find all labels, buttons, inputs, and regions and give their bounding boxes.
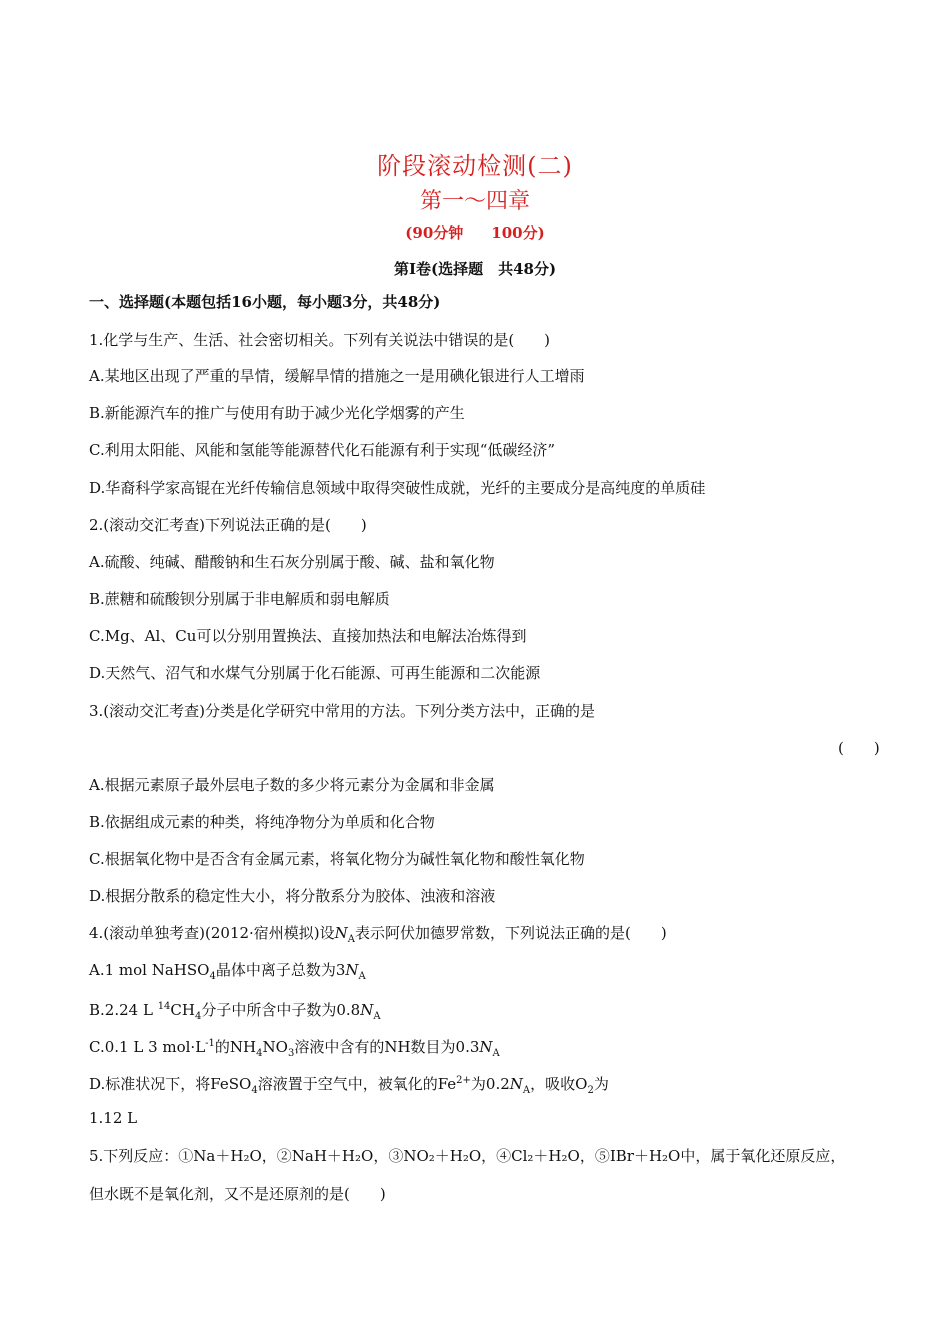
page-title: 阶段滚动检测(二)	[377, 152, 573, 180]
q5-stem-line1: 5.下列反应：①Na＋H₂O，②NaH＋H₂O，③NO₂＋H₂O，④Cl₂＋H₂O，⑤IBr＋H₂O中，属于氧化还原反应，	[89, 1147, 846, 1165]
part-heading: 一、选择题(本题包括16小题，每小题3分，共48分)	[89, 293, 441, 311]
q3-answer-paren: ( )	[838, 739, 880, 757]
q2-option-d: D.天然气、沼气和水煤气分别属于化石能源、可再生能源和二次能源	[89, 664, 541, 682]
time-limit: (90分钟	[405, 224, 464, 242]
q1-option-c: C.利用太阳能、风能和氢能等能源替代化石能源有利于实现“低碳经济”	[89, 441, 556, 459]
q4-stem: 4.(滚动单独考查)(2012·宿州模拟)设$N_A$表示阿伏加德罗常数，下列说法正确的是( )	[89, 924, 667, 945]
section-heading: 第Ⅰ卷(选择题 共48分)	[393, 260, 557, 278]
q3-stem: 3.(滚动交汇考查)分类是化学研究中常用的方法。下列分类方法中，正确的是	[89, 702, 596, 720]
q4-option-c: C.0.1 L 3 $mol\cdot L^{-1}$的$NH_4NO_3$溶液中含有的NH数目为$0.3N_A$	[89, 1038, 500, 1059]
q4-option-b: B.2.24 L $^{14}CH_4$分子中所含中子数为$0.8N_A$	[89, 1001, 381, 1022]
q3-option-c: C.根据氧化物中是否含有金属元素，将氧化物分为碱性氧化物和酸性氧化物	[89, 850, 585, 868]
q1-option-b: B.新能源汽车的推广与使用有助于减少光化学烟雾的产生	[89, 404, 465, 422]
page-subtitle: 第一～四章	[419, 189, 530, 214]
q2-option-c: C.Mg、Al、Cu可以分别用置换法、直接加热法和电解法冶炼得到	[89, 627, 527, 645]
q3-option-a: A.根据元素原子最外层电子数的多少将元素分为金属和非金属	[89, 776, 495, 794]
q4-option-d: D.标准状况下，将FeSO$_4$溶液置于空气中，被氧化的$Fe^{2+}$为$0.2N_A$，吸收$O_2$为	[89, 1075, 609, 1096]
q5-stem-line2: 但水既不是氧化剂，又不是还原剂的是( )	[89, 1185, 386, 1203]
q2-stem: 2.(滚动交汇考查)下列说法正确的是( )	[89, 516, 367, 534]
time-score	[0, 222, 950, 243]
q4-option-a: A.1 mol NaHSO$_4$晶体中离子总数为$3N_A$	[89, 961, 366, 982]
q2-option-a: A.硫酸、纯碱、醋酸钠和生石灰分别属于酸、碱、盐和氧化物	[89, 553, 495, 571]
q1-stem: 1.化学与生产、生活、社会密切相关。下列有关说法中错误的是( )	[89, 331, 551, 349]
q1-option-d: D.华裔科学家高锟在光纤传输信息领域中取得突破性成就，光纤的主要成分是高纯度的单质硅	[89, 479, 706, 497]
q3-option-b: B.依据组成元素的种类，将纯净物分为单质和化合物	[89, 813, 435, 831]
q4-option-d-continued: 1.12 L	[89, 1109, 138, 1127]
total-score: 100分)	[491, 224, 545, 242]
q2-option-b: B.蔗糖和硫酸钡分别属于非电解质和弱电解质	[89, 590, 390, 608]
q1-option-a: A.某地区出现了严重的旱情，缓解旱情的措施之一是用碘化银进行人工增雨	[89, 367, 585, 385]
q3-option-d: D.根据分散系的稳定性大小，将分散系分为胶体、浊液和溶液	[89, 887, 496, 905]
